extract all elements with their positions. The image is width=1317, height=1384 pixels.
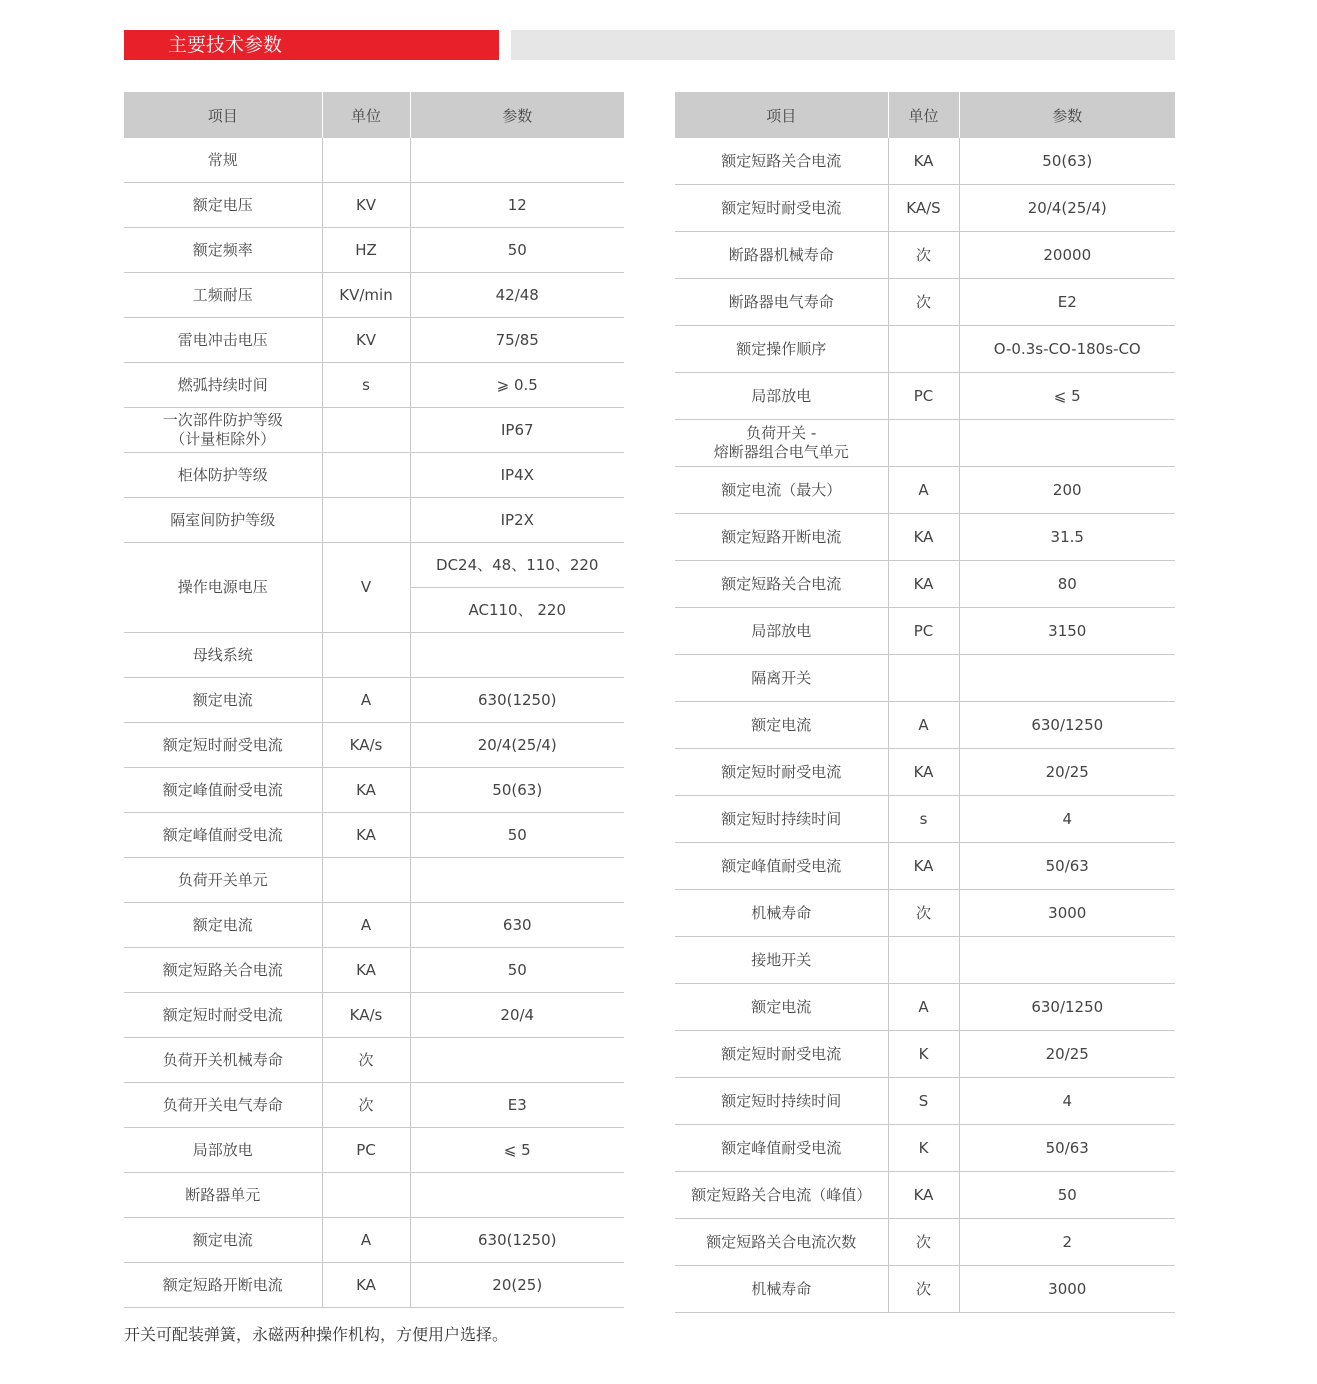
cell-item: 负荷开关单元: [124, 858, 322, 903]
cell-unit: [322, 858, 410, 903]
cell-param: [410, 858, 624, 903]
table-row: [675, 514, 1175, 561]
cell-unit: HZ: [322, 228, 410, 273]
table-row: [124, 363, 624, 408]
table-row: [675, 561, 1175, 608]
table-row: [124, 138, 624, 183]
cell-unit: KA: [322, 768, 410, 813]
cell-unit: KA: [888, 561, 959, 608]
table-row: [675, 608, 1175, 655]
cell-item: 额定峰值耐受电流: [675, 843, 888, 890]
cell-unit: PC: [888, 608, 959, 655]
cell-item: 负荷开关机械寿命: [124, 1038, 322, 1083]
header-param: 参数: [410, 92, 624, 138]
table-row: [675, 1219, 1175, 1266]
cell-param: 4: [959, 796, 1175, 843]
spec-table-left: [124, 92, 624, 1308]
cell-param: 31.5: [959, 514, 1175, 561]
cell-unit: [888, 655, 959, 702]
cell-unit: KA/S: [888, 185, 959, 232]
table-row: [675, 890, 1175, 937]
cell-param: 630: [410, 903, 624, 948]
cell-item: 额定短时持续时间: [675, 796, 888, 843]
cell-unit: PC: [322, 1128, 410, 1173]
table-row: [675, 326, 1175, 373]
cell-unit: [322, 498, 410, 543]
table-row: [675, 373, 1175, 420]
cell-item: 额定电流（最大）: [675, 467, 888, 514]
table-row: [124, 1263, 624, 1308]
table-row: [675, 655, 1175, 702]
table-row: [675, 1266, 1175, 1313]
cell-item: 断路器机械寿命: [675, 232, 888, 279]
table-row: [675, 702, 1175, 749]
cell-unit: KA/s: [322, 993, 410, 1038]
cell-unit: K: [888, 1031, 959, 1078]
cell-param: [410, 1173, 624, 1218]
cell-item: 额定短时耐受电流: [124, 723, 322, 768]
table-header-row: [675, 92, 1175, 138]
table-row: [124, 453, 624, 498]
cell-unit: KA/s: [322, 723, 410, 768]
table-row: [675, 1125, 1175, 1172]
cell-unit: [322, 453, 410, 498]
cell-unit: 次: [888, 1266, 959, 1313]
cell-unit: [322, 633, 410, 678]
cell-param: [410, 1038, 624, 1083]
cell-unit: KA: [888, 1172, 959, 1219]
section-title: 主要技术参数: [124, 30, 499, 60]
table-row: [675, 984, 1175, 1031]
table-row: [124, 1038, 624, 1083]
table-row: [124, 858, 624, 903]
table-row: [124, 1128, 624, 1173]
cell-param: 20/4: [410, 993, 624, 1038]
cell-param: 20/4(25/4): [959, 185, 1175, 232]
cell-item: 额定电流: [675, 702, 888, 749]
cell-param: 50(63): [959, 138, 1175, 185]
cell-param: AC110、 220: [410, 588, 624, 633]
cell-param: [959, 420, 1175, 467]
cell-item: 断路器单元: [124, 1173, 322, 1218]
table-row: [675, 185, 1175, 232]
cell-item: 额定短路关合电流次数: [675, 1219, 888, 1266]
cell-item: 负荷开关 - 熔断器组合电气单元: [675, 420, 888, 467]
cell-param: 3000: [959, 890, 1175, 937]
cell-param: O-0.3s-CO-180s-CO: [959, 326, 1175, 373]
table-row: [124, 813, 624, 858]
title-divider-bar: [511, 30, 1175, 60]
cell-unit: 次: [322, 1038, 410, 1083]
cell-item: 额定短路关合电流: [675, 138, 888, 185]
cell-unit: 次: [322, 1083, 410, 1128]
cell-unit: 次: [888, 279, 959, 326]
cell-param: 3000: [959, 1266, 1175, 1313]
table-row: [124, 543, 624, 588]
cell-unit: s: [322, 363, 410, 408]
cell-param: 20/25: [959, 1031, 1175, 1078]
cell-item: 额定峰值耐受电流: [124, 768, 322, 813]
cell-param: 50: [410, 948, 624, 993]
cell-unit: [322, 138, 410, 183]
cell-param: 630(1250): [410, 678, 624, 723]
cell-item: 操作电源电压: [124, 543, 322, 633]
table-row: [124, 1083, 624, 1128]
cell-item: 额定短时耐受电流: [124, 993, 322, 1038]
cell-item: 机械寿命: [675, 890, 888, 937]
cell-param: 12: [410, 183, 624, 228]
cell-item: 柜体防护等级: [124, 453, 322, 498]
cell-unit: KA: [322, 1263, 410, 1308]
cell-param: 50/63: [959, 843, 1175, 890]
cell-item: 断路器电气寿命: [675, 279, 888, 326]
table-row: [124, 273, 624, 318]
table-row: [675, 937, 1175, 984]
table-row: [675, 138, 1175, 185]
header-item: 项目: [124, 92, 322, 138]
table-row: [675, 420, 1175, 467]
cell-param: 50(63): [410, 768, 624, 813]
cell-unit: 次: [888, 232, 959, 279]
cell-param: 50: [410, 228, 624, 273]
cell-unit: s: [888, 796, 959, 843]
cell-param: ⩽ 5: [959, 373, 1175, 420]
cell-item: 接地开关: [675, 937, 888, 984]
cell-param: 630(1250): [410, 1218, 624, 1263]
table-header-row: [124, 92, 624, 138]
table-row: [124, 993, 624, 1038]
cell-item: 额定峰值耐受电流: [124, 813, 322, 858]
cell-param: 20(25): [410, 1263, 624, 1308]
cell-unit: V: [322, 543, 410, 633]
table-row: [675, 843, 1175, 890]
cell-param: 80: [959, 561, 1175, 608]
cell-item: 额定短路关合电流（峰值）: [675, 1172, 888, 1219]
cell-param: IP67: [410, 408, 624, 453]
cell-param: ⩽ 5: [410, 1128, 624, 1173]
cell-unit: A: [322, 678, 410, 723]
cell-item: 额定短时耐受电流: [675, 185, 888, 232]
cell-unit: [888, 420, 959, 467]
cell-param: 20/25: [959, 749, 1175, 796]
cell-param: 630/1250: [959, 984, 1175, 1031]
cell-param: 42/48: [410, 273, 624, 318]
cell-param: 4: [959, 1078, 1175, 1125]
table-row: [124, 498, 624, 543]
cell-item: 额定电流: [124, 678, 322, 723]
table-row: [124, 723, 624, 768]
cell-item: 额定短时耐受电流: [675, 749, 888, 796]
cell-item: 额定短时耐受电流: [675, 1031, 888, 1078]
cell-unit: S: [888, 1078, 959, 1125]
cell-item: 局部放电: [675, 608, 888, 655]
cell-item: 隔室间防护等级: [124, 498, 322, 543]
table-row: [124, 768, 624, 813]
table-row: [124, 948, 624, 993]
cell-param: [959, 655, 1175, 702]
cell-param: 630/1250: [959, 702, 1175, 749]
cell-unit: [322, 408, 410, 453]
table-row: [124, 903, 624, 948]
cell-unit: [322, 1173, 410, 1218]
cell-unit: A: [322, 903, 410, 948]
table-row: [124, 678, 624, 723]
cell-item: 工频耐压: [124, 273, 322, 318]
table-row: [675, 1031, 1175, 1078]
cell-item: 额定峰值耐受电流: [675, 1125, 888, 1172]
cell-unit: A: [888, 984, 959, 1031]
cell-param: [959, 937, 1175, 984]
cell-param: [410, 138, 624, 183]
cell-unit: 次: [888, 1219, 959, 1266]
table-row: [124, 1218, 624, 1263]
cell-param: 200: [959, 467, 1175, 514]
cell-unit: KV: [322, 318, 410, 363]
cell-unit: KA: [322, 813, 410, 858]
cell-param: 20/4(25/4): [410, 723, 624, 768]
cell-item: 额定频率: [124, 228, 322, 273]
header-item: 项目: [675, 92, 888, 138]
footer-note: 开关可配装弹簧，永磁两种操作机构，方便用户选择。: [124, 1325, 509, 1344]
cell-item: 额定电流: [675, 984, 888, 1031]
cell-param: ⩾ 0.5: [410, 363, 624, 408]
cell-unit: [888, 326, 959, 373]
cell-item: 雷电冲击电压: [124, 318, 322, 363]
cell-param: 75/85: [410, 318, 624, 363]
cell-item: 额定操作顺序: [675, 326, 888, 373]
cell-item: 额定电流: [124, 903, 322, 948]
cell-item: 机械寿命: [675, 1266, 888, 1313]
cell-item: 额定短路开断电流: [124, 1263, 322, 1308]
table-row: [675, 1078, 1175, 1125]
cell-unit: K: [888, 1125, 959, 1172]
cell-item: 一次部件防护等级 （计量柜除外）: [124, 408, 322, 453]
cell-item: 常规: [124, 138, 322, 183]
cell-item: 额定短路关合电流: [675, 561, 888, 608]
cell-param: 50: [959, 1172, 1175, 1219]
cell-param: 50: [410, 813, 624, 858]
cell-item: 额定电压: [124, 183, 322, 228]
cell-unit: A: [888, 702, 959, 749]
table-row: [124, 228, 624, 273]
cell-unit: [888, 937, 959, 984]
table-row: [124, 1173, 624, 1218]
cell-param: 2: [959, 1219, 1175, 1266]
header-param: 参数: [959, 92, 1175, 138]
cell-unit: A: [322, 1218, 410, 1263]
cell-param: 3150: [959, 608, 1175, 655]
cell-unit: KA: [888, 843, 959, 890]
cell-item: 局部放电: [124, 1128, 322, 1173]
cell-item: 额定短路关合电流: [124, 948, 322, 993]
cell-param: DC24、48、110、220: [410, 543, 624, 588]
cell-item: 隔离开关: [675, 655, 888, 702]
table-row: [124, 633, 624, 678]
cell-item: 额定短时持续时间: [675, 1078, 888, 1125]
cell-item: 母线系统: [124, 633, 322, 678]
table-row: [124, 183, 624, 228]
table-row: [675, 796, 1175, 843]
header-unit: 单位: [888, 92, 959, 138]
spec-table-right: [675, 92, 1175, 1313]
cell-param: [410, 633, 624, 678]
cell-param: E2: [959, 279, 1175, 326]
table-row: [675, 1172, 1175, 1219]
cell-param: IP4X: [410, 453, 624, 498]
cell-param: IP2X: [410, 498, 624, 543]
cell-unit: KA: [888, 138, 959, 185]
cell-unit: PC: [888, 373, 959, 420]
cell-item: 额定短路开断电流: [675, 514, 888, 561]
cell-unit: KA: [888, 514, 959, 561]
cell-item: 燃弧持续时间: [124, 363, 322, 408]
table-row: [675, 279, 1175, 326]
cell-item: 额定电流: [124, 1218, 322, 1263]
header-unit: 单位: [322, 92, 410, 138]
cell-param: E3: [410, 1083, 624, 1128]
table-row: [675, 749, 1175, 796]
cell-param: 20000: [959, 232, 1175, 279]
cell-unit: KV/min: [322, 273, 410, 318]
cell-unit: KV: [322, 183, 410, 228]
table-row: [675, 467, 1175, 514]
cell-unit: 次: [888, 890, 959, 937]
table-row: [124, 318, 624, 363]
cell-param: 50/63: [959, 1125, 1175, 1172]
cell-item: 负荷开关电气寿命: [124, 1083, 322, 1128]
cell-unit: KA: [322, 948, 410, 993]
table-row: [675, 232, 1175, 279]
cell-unit: KA: [888, 749, 959, 796]
table-row: [124, 408, 624, 453]
cell-item: 局部放电: [675, 373, 888, 420]
cell-unit: A: [888, 467, 959, 514]
